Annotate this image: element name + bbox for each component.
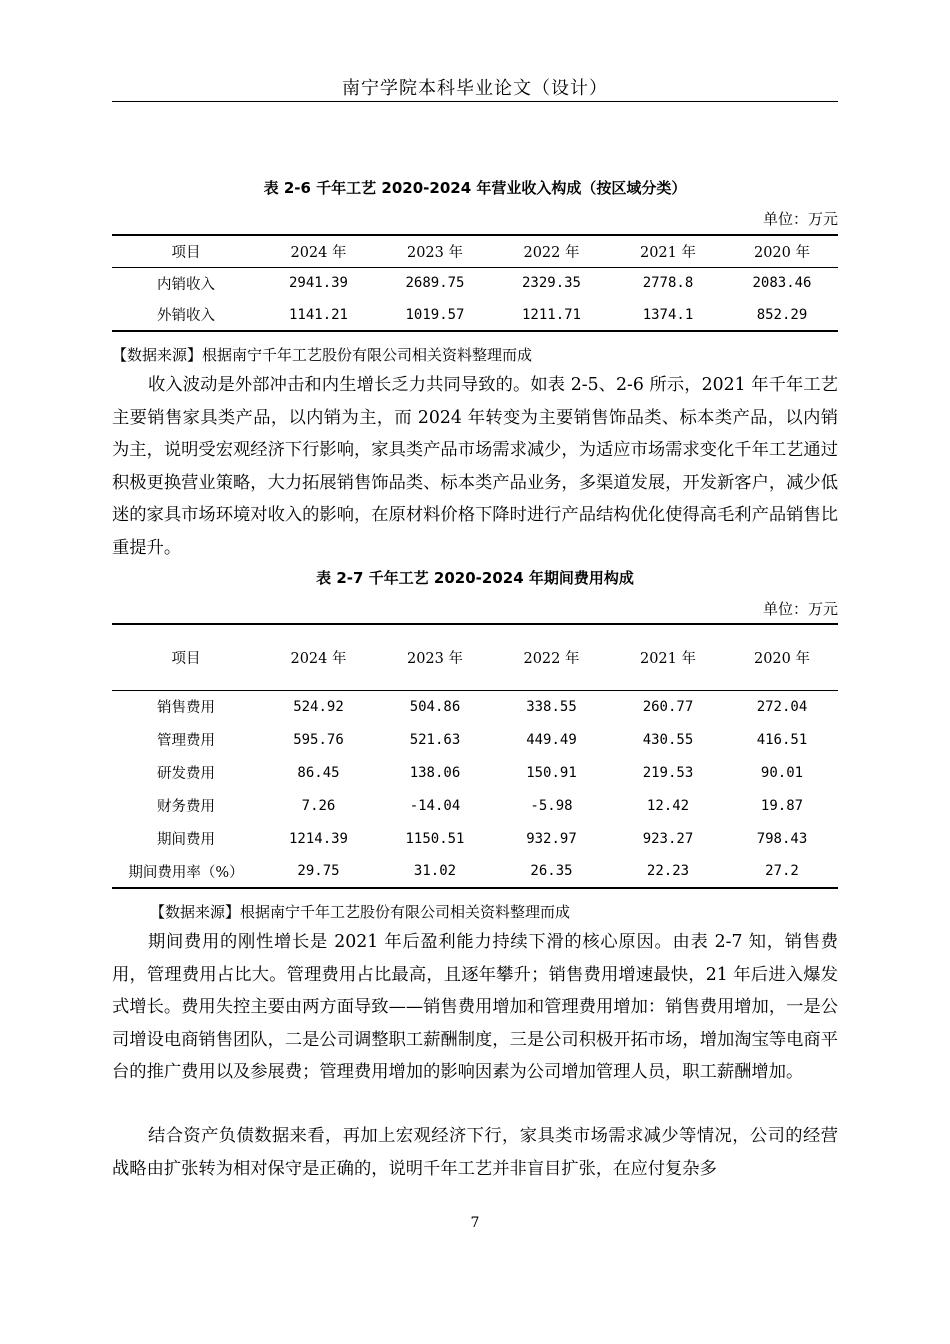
table-cell: 1374.1	[642, 306, 694, 323]
column-header: 2022 年	[523, 244, 580, 261]
table1-unit: 单位：万元	[762, 210, 838, 228]
column-header: 2020 年	[753, 650, 810, 667]
table-cell: 2941.39	[288, 275, 348, 292]
table-cell: 150.91	[526, 764, 577, 781]
paragraph-revenue-analysis: 收入波动是外部冲击和内生增长乏力共同导致的。如表 2-5、2-6 所示，2021 年千年工艺主要销售家具类产品，以内销为主，而 2024 年转变为主要销售饰品类、标本类产品，以内销为主，说明受宏观经济下行影响，家具类产品市场需求减少，为适应市场需求变化千年工艺通过积极更换营业策略，大力拓展销售饰品类、标本类产品业务，多渠道发展，开发新客户，减少低迷的家具市场环境对收入的影响，在原材料价格下降时进行产品结构优化使得高毛利产品销售比重提升。	[112, 375, 838, 558]
row-label: 研发费用	[157, 766, 215, 782]
table-cell: 26.35	[530, 863, 573, 879]
column-header: 项目	[171, 244, 201, 261]
table2-source-note: 【数据来源】根据南宁千年工艺股份有限公司相关资料整理而成	[150, 903, 571, 921]
table-row	[112, 756, 838, 789]
row-label: 管理费用	[157, 733, 215, 749]
table-cell: 219.53	[642, 764, 694, 781]
table-cell: 12.42	[646, 797, 690, 814]
table-cell: 932.97	[526, 830, 577, 847]
table-cell: 27.2	[765, 863, 799, 879]
table-cell: 86.45	[297, 764, 340, 781]
table1-source-note: 【数据来源】根据南宁千年工艺股份有限公司相关资料整理而成	[112, 346, 533, 364]
table1-caption: 表 2-6 千年工艺 2020-2024 年营业收入构成（按区域分类）	[263, 179, 687, 197]
table-cell: 798.43	[756, 830, 808, 847]
table-row	[112, 789, 838, 822]
column-header: 2023 年	[406, 650, 463, 667]
running-header: 南宁学院本科毕业论文（设计）	[342, 78, 608, 99]
table-cell: 416.51	[756, 731, 808, 748]
column-header: 2024 年	[290, 244, 347, 261]
column-header: 2020 年	[753, 244, 810, 261]
table-cell: 1150.51	[405, 830, 465, 847]
table-cell: 260.77	[642, 698, 694, 715]
page-number: 7	[470, 1215, 480, 1231]
table-cell: 1211.71	[521, 306, 581, 323]
table-row	[112, 267, 838, 299]
table-cell: 524.92	[293, 698, 344, 715]
table-row	[112, 822, 838, 855]
row-label: 外销收入	[157, 308, 215, 324]
table-cell: 272.04	[756, 698, 808, 715]
column-header: 2023 年	[406, 244, 463, 261]
row-label: 销售费用	[157, 700, 215, 717]
column-header: 2024 年	[290, 650, 347, 667]
table-cell: 430.55	[642, 731, 694, 748]
table-cell: 2329.35	[521, 275, 581, 292]
column-header: 项目	[171, 650, 201, 667]
table-row	[112, 855, 838, 888]
table2-caption: 表 2-7 千年工艺 2020-2024 年期间费用构成	[316, 569, 634, 587]
table-cell: 29.75	[297, 863, 340, 879]
column-header: 2022 年	[523, 650, 580, 667]
table-cell: 521.63	[409, 731, 461, 748]
table-cell: 31.02	[413, 863, 457, 879]
table-header-row	[112, 624, 838, 690]
table-cell: 1214.39	[288, 830, 348, 847]
row-label: 财务费用	[157, 799, 215, 815]
row-label: 内销收入	[157, 276, 215, 293]
table-revenue-by-region	[112, 234, 838, 332]
table-cell: 852.29	[756, 306, 808, 323]
table-row	[112, 299, 838, 331]
table-cell: 923.27	[642, 830, 694, 847]
table-cell: 19.87	[760, 797, 804, 814]
row-label: 期间费用	[157, 832, 215, 848]
table-cell: 90.01	[760, 764, 804, 781]
table-cell: 504.86	[409, 698, 461, 715]
table-cell: 138.06	[409, 764, 461, 781]
table-cell: 595.76	[293, 731, 344, 748]
table-cell: -5.98	[530, 797, 573, 814]
table-cell: 1019.57	[405, 306, 465, 323]
header-rule	[112, 101, 838, 102]
table-cell: -14.04	[409, 797, 461, 814]
paragraph-strategy-analysis: 结合资产负债数据来看，再加上宏观经济下行，家具类市场需求减少等情况，公司的经营战略由扩张转为相对保守是正确的，说明千年工艺并非盲目扩张，在应付复杂多	[112, 1126, 838, 1179]
table-header-row	[112, 235, 838, 267]
paragraph-expense-analysis: 期间费用的刚性增长是 2021 年后盈利能力持续下滑的核心原因。由表 2-7 知，销售费用，管理费用占比大。管理费用占比最高，且逐年攀升；销售费用增速最快，21 年后进入爆发式增长。费用失控主要由两方面导致——销售费用增加和管理费用增加：销售费用增加，一是公司增设电商销售团队，二是公司调整职工薪酬制度，三是公司积极开拓市场，增加淘宝等电商平台的推广费用以及参展费；管理费用增加的影响因素为公司增加管理人员，职工薪酬增加。	[112, 932, 838, 1082]
table-cell: 22.23	[646, 863, 690, 879]
table-row	[112, 723, 838, 756]
table-cell: 338.55	[526, 698, 577, 715]
table-cell: 2778.8	[642, 275, 694, 292]
table-period-expenses	[112, 623, 838, 889]
table-cell: 1141.21	[288, 306, 348, 323]
column-header: 2021 年	[639, 244, 696, 261]
row-label: 期间费用率（%）	[128, 864, 244, 881]
table-cell: 7.26	[301, 797, 336, 814]
table-cell: 2689.75	[405, 275, 465, 292]
column-header: 2021 年	[639, 650, 696, 667]
table-cell: 2083.46	[752, 275, 812, 292]
table2-unit: 单位：万元	[762, 600, 838, 618]
table-cell: 449.49	[526, 731, 577, 748]
table-row	[112, 690, 838, 723]
